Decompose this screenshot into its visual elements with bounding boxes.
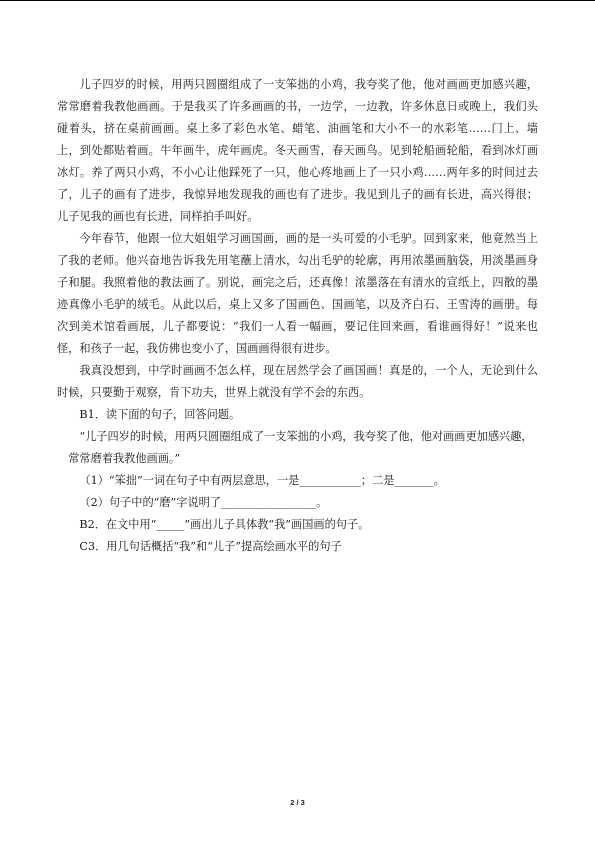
page-number: 2 / 3 [290,798,305,807]
article-paragraph-3: 我真没想到，中学时画画不怎么样，现在居然学会了画国画！真是的，一个人，无论到什么时候，只要勤于观察，肯下功夫，世界上就没有学不会的东西。 [57,364,538,399]
question-b1-sub2: （2）句子中的“磨”字说明了_________________。 [79,496,328,509]
question-b1-sub1: （1）“笨拙”一词在句子中有两层意思，一是___________；二是_______。 [79,474,445,487]
top-border-line [0,0,595,1]
article-paragraph-2: 今年春节，他跟一位大姐姐学习画国画，画的是一头可爱的小毛驴。回到家来，他竟然当上了我的老师。他兴奋地告诉我先用笔蘸上清水，勾出毛驴的轮廓，再用浓墨画脑袋，用淡墨画身子和腿。我照着他的教法画了。别说，画完之后，还真像！浓墨落在有清水的宣纸上，四散的墨迹真像小毛驴的绒毛。从此以后，桌上又多了国画色、国画笔，以及齐白石、王雪涛的画册。每次到美术馆看画展，儿子都要说：“我们一人看一幅画，要记住回来画，看谁画得好！”说来也怪，和孩子一起，我仿佛也变小了，国画画得很有进步。 [57,232,538,355]
question-b1-quote: “儿子四岁的时候，用两只圆圈组成了一支笨拙的小鸡，我夸奖了他，他对画画更加感兴趣，常常磨着我教他画画。” [68,430,533,465]
article-paragraph-1: 儿子四岁的时候，用两只圆圈组成了一支笨拙的小鸡，我夸奖了他，他对画画更加感兴趣，常常磨着我教他画画。于是我买了许多画画的书，一边学，一边教，许多休息日或晚上，我们头碰着头，挤在桌前画画。桌上多了彩色水笔、蜡笔、油画笔和大小不一的水彩笔……门上、墙上，到处都贴着画。牛年画牛，虎年画虎。冬天画雪，春天画鸟。见到轮船画轮船，看到冰灯画冰灯。养了两只小鸡，不小心让他踩死了一只，他心疼地画上了一只小鸡……两年多的时间过去了，儿子的画有了进步，我惊异地发现我的画也有了进步。我见到儿子的画有长进，高兴得很；儿子见我的画也有长进，同样拍手叫好。 [57,78,538,223]
question-c3: C3．用几句话概括“我”和“儿子”提高绘画水平的句子 [79,540,342,553]
question-b1-title: B1．读下面的句子，回答问题。 [79,408,241,421]
question-b2: B2．在文中用“_____”画出儿子具体教“我”画国画的句子。 [79,518,370,531]
document-body [57,74,538,558]
